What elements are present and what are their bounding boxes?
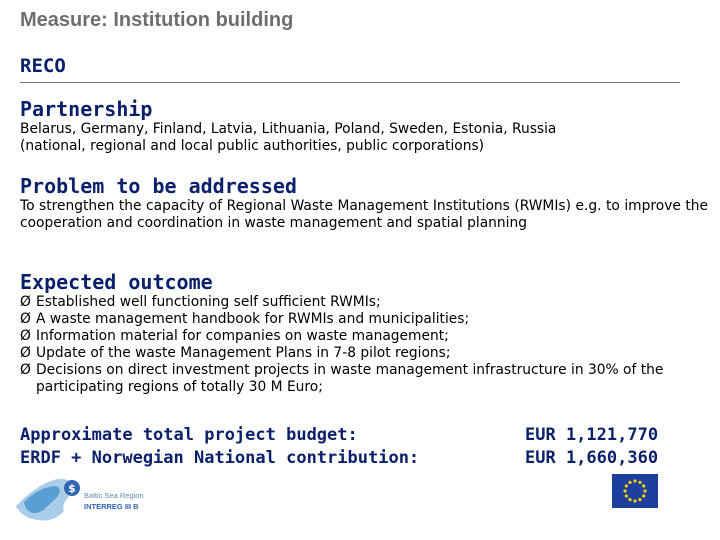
eu-star [642, 484, 645, 487]
partnership-section [20, 97, 708, 155]
interreg-programme-text: INTERREG III B [84, 502, 139, 511]
arrow-bullet-icon: Ø [20, 294, 31, 310]
outcome-item: Decisions on direct investment projects in waste management infrastructure in 30% of the participating regions of totally 30 M Euro; [36, 362, 664, 395]
eu-star [638, 481, 641, 484]
arrow-bullet-icon: Ø [20, 311, 31, 327]
total-budget-label: Approximate total project budget: [20, 425, 358, 445]
eu-star [642, 494, 645, 497]
erdf-value: EUR 1,660,360 [525, 448, 659, 468]
eu-star [638, 498, 641, 501]
arrow-bullet-icon: Ø [20, 362, 31, 378]
erdf-label: ERDF + Norwegian National contribution: [20, 448, 420, 468]
outcome-heading: Expected outcome [20, 270, 213, 294]
list-item [20, 345, 708, 362]
eu-star [625, 494, 628, 497]
outcome-item: Update of the waste Management Plans in 7-8 pilot regions; [36, 345, 451, 361]
eu-star [633, 499, 636, 502]
outcome-item: Information material for companies on waste management; [36, 328, 449, 344]
problem-heading: Problem to be addressed [20, 174, 297, 198]
logo-badge-mark: $ [68, 482, 76, 495]
list-item [20, 362, 708, 396]
baltic-sea-map-logo-icon [14, 472, 154, 524]
eu-star [643, 489, 646, 492]
eu-star [628, 498, 631, 501]
arrow-bullet-icon: Ø [20, 345, 31, 361]
partnership-heading: Partnership [20, 97, 153, 121]
eu-star [623, 489, 626, 492]
list-item [20, 311, 708, 328]
measure-title: Measure: Institution building [20, 9, 294, 31]
budget-row-erdf [20, 447, 700, 470]
arrow-bullet-icon: Ø [20, 328, 31, 344]
divider [20, 82, 680, 83]
outcome-section [20, 270, 708, 396]
outcome-item: A waste management handbook for RWMIs and municipalities; [36, 311, 470, 327]
partnership-countries: Belarus, Germany, Finland, Latvia, Lithuania, Poland, Sweden, Estonia, Russia [20, 121, 557, 137]
problem-section [20, 174, 708, 232]
outcome-list [20, 294, 708, 396]
budget-block [20, 424, 700, 470]
eu-star [625, 484, 628, 487]
eu-flag-field [612, 474, 658, 508]
project-name: RECO [20, 55, 66, 77]
total-budget-value: EUR 1,121,770 [525, 425, 659, 445]
eu-star [633, 479, 636, 482]
partnership-authorities: (national, regional and local public authorities, public corporations) [20, 138, 485, 154]
problem-text: To strengthen the capacity of Regional Waste Management Institutions (RWMIs) e.g. to improve the cooperation and coordination in waste management and spatial planning [20, 198, 708, 231]
budget-row-total [20, 424, 700, 447]
eu-flag-icon [612, 474, 658, 508]
list-item [20, 328, 708, 345]
list-item [20, 294, 708, 311]
outcome-item: Established well functioning self sufficient RWMIs; [36, 294, 381, 310]
eu-star [628, 481, 631, 484]
interreg-region-text: Baltic Sea Region [84, 491, 144, 500]
